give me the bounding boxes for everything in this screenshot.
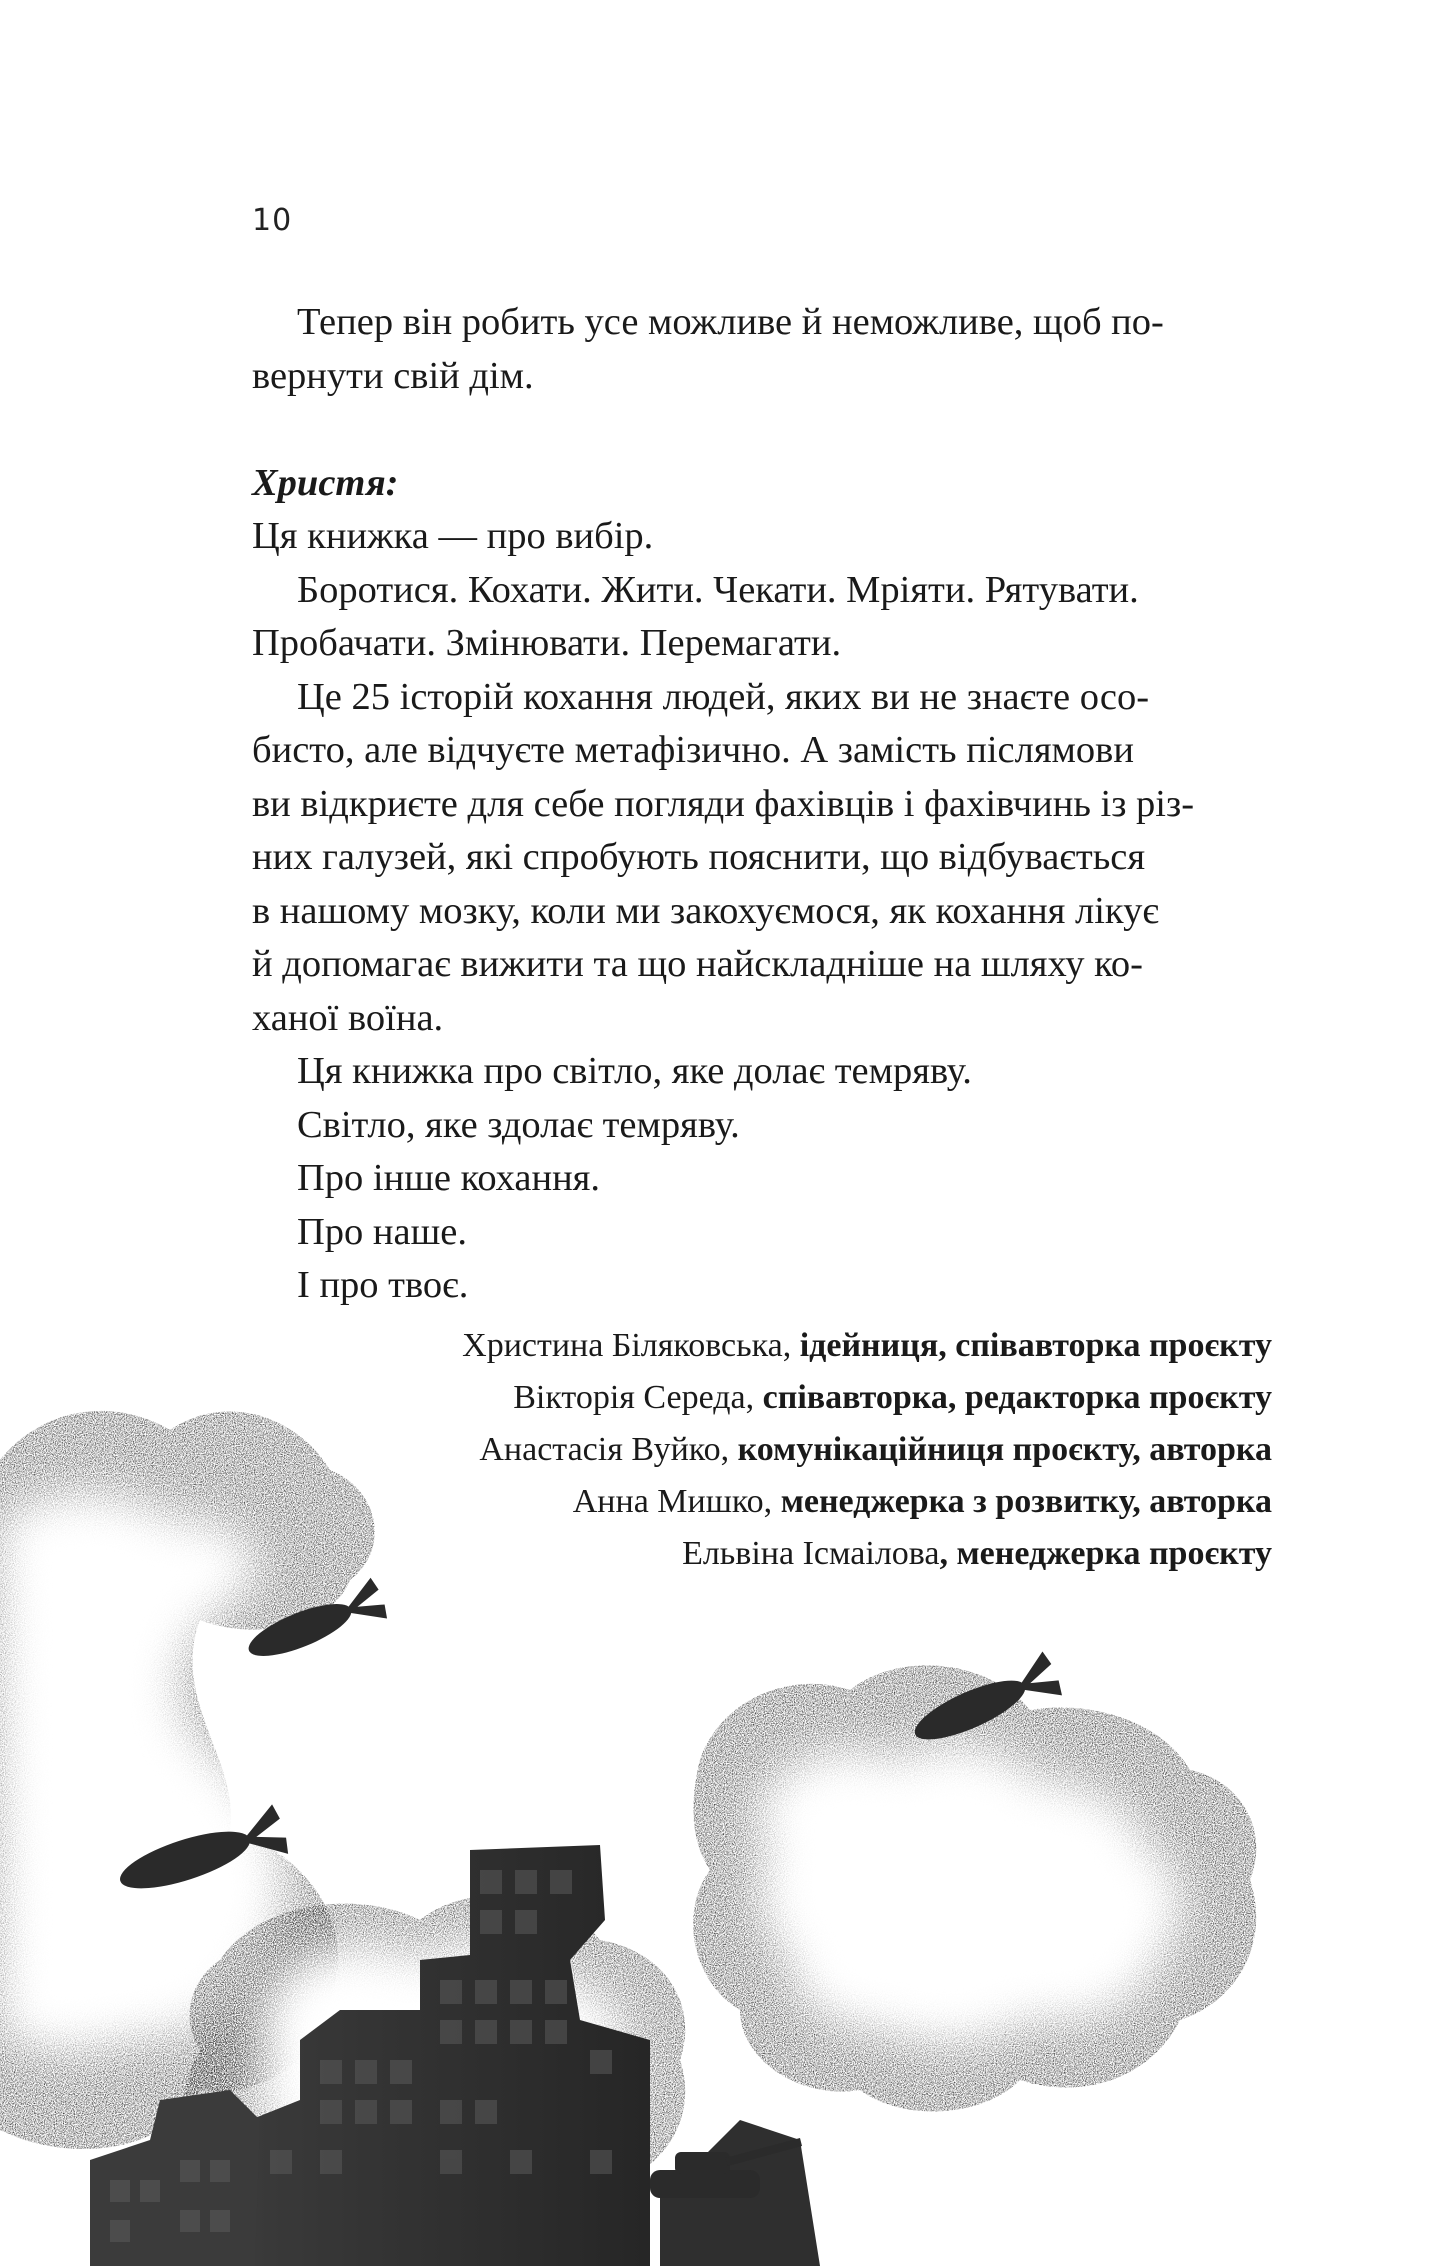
paragraph: вернути свій дім.	[252, 354, 534, 397]
credit-name: Христина Біляковська,	[462, 1327, 800, 1364]
paragraph: в нашому мозку, коли ми закохуємося, як кохання лікує	[252, 889, 1159, 932]
page-number: 10	[252, 203, 293, 238]
credit-name: Анна Мишко,	[572, 1483, 781, 1520]
credit-name: Вікторія Середа,	[513, 1379, 763, 1416]
paragraph: І про твоє.	[297, 1264, 469, 1306]
paragraph: Це 25 історій кохання людей, яких ви не знаєте осо-	[297, 675, 1150, 718]
paragraph: ви відкриєте для себе погляди фахівців і фахівчинь із різ-	[252, 782, 1195, 825]
paragraph: Про наше.	[297, 1210, 467, 1253]
credit-role: комунікаційниця проєкту, авторка	[737, 1431, 1272, 1468]
credit-role: , менеджерка проєкту	[939, 1535, 1272, 1572]
credit-role: ідейниця, співавторка проєкту	[799, 1327, 1272, 1364]
paragraph: них галузей, які спробують пояснити, що відбувається	[252, 836, 1146, 878]
credit-name: Анастасія Вуйко,	[479, 1431, 738, 1468]
paragraph: бисто, але відчуєте метафізично. А замість післямови	[252, 729, 1134, 771]
credit-line	[462, 1320, 1272, 1372]
paragraph: Світло, яке здолає темряву.	[297, 1103, 740, 1146]
paragraph: Ця книжка — про вибір.	[252, 515, 654, 557]
paragraph: Пробачати. Змінювати. Перемагати.	[252, 622, 842, 664]
paragraph: Тепер він робить усе можливе й неможливе, щоб по-	[297, 301, 1164, 343]
credit-role: співавторка, редакторка проєкту	[762, 1379, 1272, 1416]
credit-name: Ельвіна Ісмаілова	[682, 1535, 940, 1572]
body-text	[252, 296, 1272, 1313]
paragraph: й допомагає вижити та що найскладніше на шляху ко-	[252, 943, 1143, 985]
section-heading: Христя:	[252, 461, 399, 504]
war-smoke-illustration	[0, 1400, 1445, 2266]
paragraph: Боротися. Кохати. Жити. Чекати. Мріяти. Рятувати.	[297, 568, 1139, 611]
paragraph: Ця книжка про світло, яке долає темряву.	[297, 1050, 972, 1092]
paragraph: ханої воїна.	[252, 996, 444, 1039]
paragraph: Про інше кохання.	[297, 1157, 600, 1199]
credit-role: менеджерка з розвитку, авторка	[780, 1483, 1272, 1520]
